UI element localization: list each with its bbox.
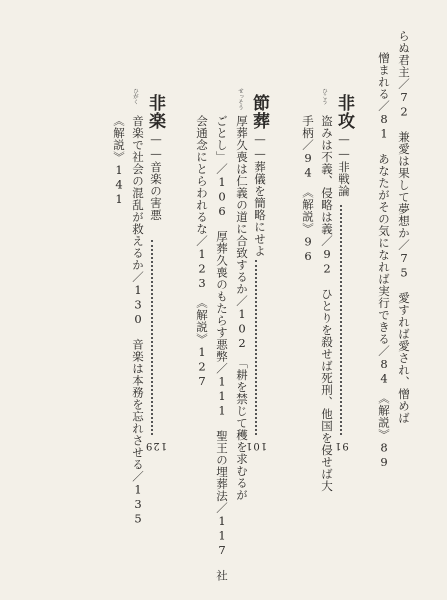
toc-line-12: 《解説》141 bbox=[112, 115, 126, 207]
leader-dots-setsusou bbox=[255, 260, 259, 435]
section-title-higaku: 非楽 bbox=[145, 94, 165, 130]
toc-line-7: 厚葬久喪は仁義の道に合致するか／102 「耕を禁じて穫を求むるが bbox=[235, 115, 249, 501]
toc-line-4: 盗みは不義、侵略は義／92 ひとりを殺せば死刑、他国を侵せば大 bbox=[320, 115, 334, 492]
ruby-setsusou: せっそう bbox=[237, 88, 243, 110]
ruby-higaku: ひがく bbox=[132, 88, 138, 105]
ruby-hikou: ひこう bbox=[321, 88, 327, 105]
section-title-setsusou: 節葬 bbox=[249, 94, 269, 130]
page-number-higaku: 129 bbox=[144, 440, 167, 451]
page-number-hikou: 91 bbox=[334, 440, 349, 451]
toc-line-8: ごとし」／106 厚葬久喪のもたらす悪弊／111 聖王の埋葬法／117 社 bbox=[215, 115, 229, 582]
section-subtitle-setsusou: ——葬儀を簡略にせよ bbox=[253, 132, 267, 257]
toc-line-2: 憎まれる／81 あなたがその気になれば実行できる／84 《解説》89 bbox=[377, 52, 391, 470]
section-subtitle-higaku: ——音楽の害悪 bbox=[149, 132, 163, 221]
toc-line-11: 音楽で社会の混乱が救えるか／130 音楽は本務を忘れさせる／135 bbox=[131, 115, 145, 526]
toc-line-9: 会通念にとらわれるな／123 《解説》127 bbox=[195, 115, 209, 389]
toc-line-1: らぬ君主／72 兼愛は果して夢想か／75 愛すれば愛され、憎めば bbox=[397, 30, 411, 424]
page-number-setsusou: 101 bbox=[244, 440, 267, 451]
leader-dots-higaku bbox=[151, 240, 155, 435]
section-subtitle-hikou: ——非戦論 bbox=[337, 132, 351, 197]
leader-dots-hikou bbox=[340, 205, 344, 435]
section-title-hikou: 非攻 bbox=[334, 94, 354, 130]
toc-line-5: 手柄／94 《解説》96 bbox=[301, 115, 315, 264]
